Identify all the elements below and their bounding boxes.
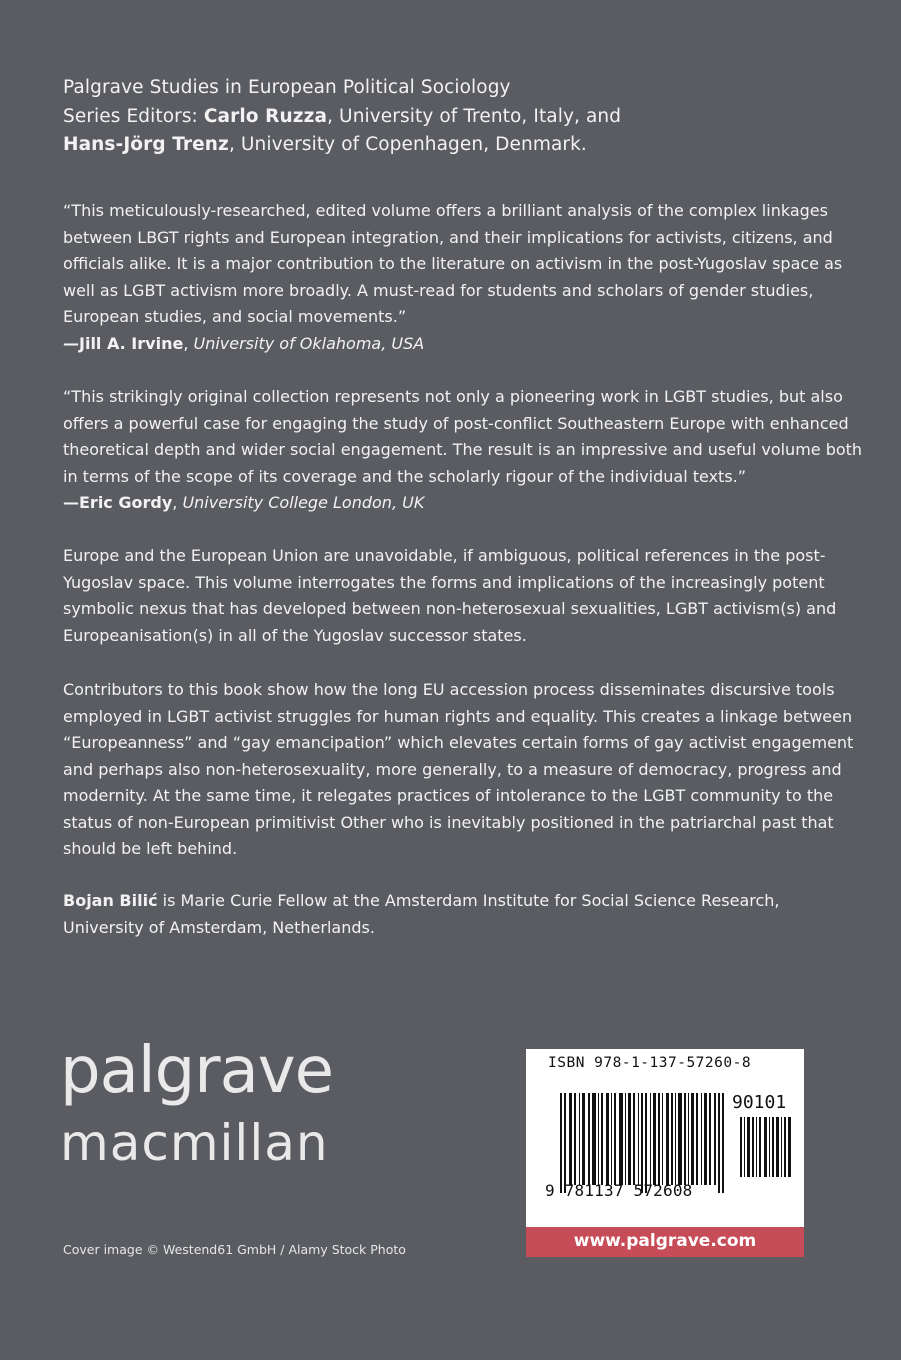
- series-editors-line: Series Editors: Carlo Ruzza, University of Trento, Italy, and: [63, 105, 622, 127]
- ean-barcode: [560, 1093, 728, 1193]
- editor-name: Carlo Ruzza: [203, 105, 328, 127]
- quote-attribution: —Jill A. Irvine, University of Oklahoma, USA: [63, 333, 425, 353]
- editor-name: Hans-Jörg Trenz: [63, 134, 229, 155]
- description-paragraph: Contributors to this book show how the long EU accession process disseminates discursive tools employed in LGBT activist struggles for human rights and equality. This creates a linkage between “Europeanness” and “gay emancipation” which elevates certain forms of gay activist engagement and perhaps also non-heterosexuality, more generally, to a measure of democracy, progress and modernity. At the same time, it relegates practices of intolerance to the LGBT community to the status of non-European primitivist Other who is inevitably positioned in the patriarchal past that should be left behind.: [63, 680, 854, 858]
- publisher-url-band: [526, 1227, 804, 1257]
- series-info: [63, 74, 843, 160]
- price-code: 90101: [732, 1092, 787, 1113]
- series-title: Palgrave Studies in European Political Sociology: [63, 77, 511, 98]
- quote-text: “This strikingly original collection represents not only a pioneering work in LGBT studies, but also offers a powerful case for engaging the study of post-conflict Southeastern Europe with enhanced theoretical depth and wider social engagement. The result is an impressive and useful volume both in terms of the scope of its coverage and the scholarly rigour of the individual texts.”: [63, 387, 863, 486]
- publisher-url[interactable]: www.palgrave.com: [573, 1231, 757, 1251]
- author-name: Bojan Bilić: [63, 891, 158, 910]
- barcode-panel: [526, 1049, 804, 1257]
- quote-text: “This meticulously-researched, edited volume offers a brilliant analysis of the complex linkages between LBGT rights and European integration, and their implications for activists, citizens, and officials alike. It is a major contribution to the literature on activism in the post-Yugoslav space as well as LGBT activism more broadly. A must-read for students and scholars of gender studies, European studies, and social movements.”: [63, 201, 843, 326]
- quote-attribution: —Eric Gordy, University College London, UK: [63, 493, 425, 512]
- endorsement-quote: [63, 384, 863, 517]
- logo-line-1: palgrave: [60, 1034, 334, 1108]
- description-paragraph: Europe and the European Union are unavoidable, if ambiguous, political references in the post-Yugoslav space. This volume interrogates the forms and implications of the increasingly potent symbolic nexus that has developed between non-heterosexual sexualities, LGBT activism(s) and Europeanisation(s) in all of the Yugoslav successor states.: [63, 546, 837, 645]
- isbn-label: ISBN 978-1-137-57260-8: [548, 1055, 752, 1071]
- logo-line-2: macmillan: [60, 1114, 329, 1172]
- addon-barcode: [740, 1117, 792, 1177]
- author-bio: Bojan Bilić is Marie Curie Fellow at the Amsterdam Institute for Social Science Research, University of Amsterdam, Netherlands.: [63, 891, 780, 937]
- series-editors-line-2: Hans-Jörg Trenz, University of Copenhagen, Denmark.: [63, 134, 587, 155]
- cover-image-credit: Cover image © Westend61 GmbH / Alamy Stock Photo: [63, 1242, 406, 1257]
- ean-digits: 9 781137 572608: [545, 1181, 693, 1200]
- publisher-logo: [60, 1035, 333, 1173]
- endorsement-quote: [63, 198, 863, 357]
